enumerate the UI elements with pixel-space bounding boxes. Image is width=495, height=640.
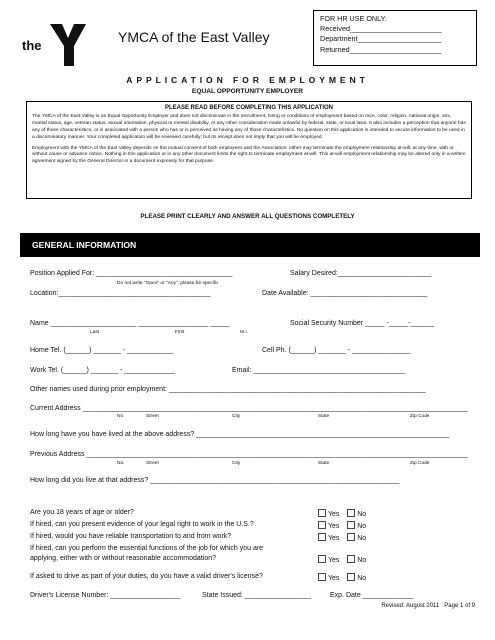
ymca-logo (20, 20, 100, 70)
age-yes-checkbox[interactable] (318, 509, 326, 517)
previous-address-state-label: State (318, 461, 330, 466)
question-transportation: If hired, would you have reliable transportation to and from work? (30, 533, 232, 540)
transportation-no-checkbox[interactable] (347, 533, 355, 541)
previous-address-street-label: Street (146, 461, 159, 466)
position-hint: Do not write "Open" or "Any", please be specific (117, 281, 219, 286)
yes-label: Yes (328, 523, 340, 530)
essential-functions-no-checkbox[interactable] (347, 555, 355, 563)
name-last-label: Last (90, 330, 100, 335)
ssn-field[interactable]: Social Security Number _____ -_____-______ (290, 320, 434, 327)
drivers-license-no-checkbox[interactable] (347, 573, 355, 581)
logo-text: the (22, 38, 42, 53)
date-available-field[interactable]: Date Available: ______________________________ (262, 290, 428, 297)
current-address-street-label: Street (146, 414, 159, 419)
yes-label: Yes (328, 535, 340, 542)
question-transportation-options (318, 533, 366, 542)
no-label: No (357, 575, 367, 582)
time-at-previous-address-field[interactable]: How long did you live at that address? ________________________________________________________________ (30, 477, 400, 484)
question-age: Are you 18 years of age or older? (30, 509, 134, 516)
cell-phone-field[interactable]: Cell Ph. (______) _______ - _______________ (262, 347, 411, 354)
question-essential-functions-line1: If hired, can you perform the essential functions of the job for which you are (30, 545, 264, 552)
page-number: Page 1 of 9 (444, 603, 475, 609)
page-subtitle: EQUAL OPPORTUNITY EMPLOYER (191, 88, 304, 95)
transportation-yes-checkbox[interactable] (318, 533, 326, 541)
print-instruction: PLEASE PRINT CLEARLY AND ANSWER ALL QUESTIONS COMPLETELY (140, 213, 355, 220)
question-age-options (318, 509, 366, 518)
salary-field[interactable]: Salary Desired:________________________ (290, 270, 432, 277)
hr-department[interactable]: Department_____________________ (320, 34, 442, 44)
legal-right-no-checkbox[interactable] (347, 521, 355, 529)
previous-address-no-label: No. (117, 461, 125, 466)
previous-address-field[interactable]: Previous Address __________________________________________________________________________________________________ (30, 451, 468, 458)
notice-paragraph-eeo: The YMCA of the East Valley is an Equal Opportunity Employer and does not discriminate in the recruitment, hiring or conditions of employment based on race, color, religion, national origin, sex, marital status, age, veteran status, sexual orientation, physical or mental disability, or any other consideration made unlawful by federal, state, or local laws. It also includes a perception that anyone has any of those characteristics, or is associated with a person who has or is perceived as having any of those characteristics. No question on this application is intended to secure information to be used in a discriminatory manner. Your completed application will be reviewed carefully; but its receipt does not imply that you will be employed. (32, 113, 466, 140)
legal-right-yes-checkbox[interactable] (318, 521, 326, 529)
hr-use-box (313, 10, 477, 66)
drivers-license-yes-checkbox[interactable] (318, 573, 326, 581)
yes-label: Yes (328, 511, 340, 518)
current-address-zip-label: Zip Code (410, 414, 430, 419)
current-address-field[interactable]: Current Address ___________________________________________________________________________________________________ (30, 405, 468, 412)
location-field[interactable]: Location:_______________________________________ (30, 290, 211, 297)
current-address-state-label: State (318, 414, 330, 419)
name-field[interactable]: Name ______________________ __________________ _____ (30, 320, 230, 327)
question-essential-functions-options (318, 555, 366, 564)
other-names-field[interactable]: Other names used during prior employment: __________________________________________________________________ (30, 386, 426, 393)
hr-returned[interactable]: Returned_______________________ (320, 44, 442, 54)
question-legal-right: If hired, can you present evidence of your legal right to work in the U.S.? (30, 521, 254, 528)
no-label: No (357, 557, 367, 564)
question-drivers-license: If asked to drive as part of your duties, do you have a valid driver's license? (30, 573, 263, 580)
yes-label: Yes (328, 575, 340, 582)
email-field[interactable]: Email: _______________________________________ (232, 367, 406, 374)
age-no-checkbox[interactable] (347, 509, 355, 517)
notice-paragraph-at-will: Employment with the YMCA of the East Valley depends on the mutual consent of both employees and the Association: either may terminate the employment relationship at-will, at any time, with or without cause or advance notice. Nothing in this application or in any other document limits the right to terminate employment at-will. This at-will employment relationship may be altered only in a written agreement signed by the General Director in a document expressly for that purpose. (32, 145, 466, 165)
question-legal-right-options (318, 521, 366, 530)
no-label: No (357, 535, 367, 542)
name-first-label: First (175, 330, 185, 335)
previous-address-city-label: City (232, 461, 241, 466)
section-general-information: GENERAL INFORMATION (20, 233, 480, 257)
name-mi-label: M.I. (240, 330, 248, 335)
previous-address-zip-label: Zip Code (410, 461, 430, 466)
no-label: No (357, 511, 367, 518)
hr-title: FOR HR USE ONLY: (320, 14, 387, 23)
license-number-field[interactable]: Driver's License Number: __________________ (30, 592, 181, 599)
revised-date: Revised: August 2011 (381, 603, 440, 609)
page-title: APPLICATION FOR EMPLOYMENT (126, 75, 369, 85)
yes-label: Yes (328, 557, 340, 564)
essential-functions-yes-checkbox[interactable] (318, 555, 326, 563)
position-field[interactable]: Position Applied For: ___________________________________ (30, 270, 233, 277)
no-label: No (357, 523, 367, 530)
question-drivers-license-options (318, 573, 366, 582)
time-at-current-address-field[interactable]: How long have you have lived at the above address? _________________________________________________________________ (30, 431, 450, 438)
home-tel-field[interactable]: Home Tel. (______) _______ - ____________ (30, 347, 174, 354)
current-address-no-label: No. (117, 414, 125, 419)
notice-heading: PLEASE READ BEFORE COMPLETING THIS APPLICATION (164, 105, 333, 111)
hr-received[interactable]: Received_______________________ (320, 24, 442, 34)
page-footer (381, 603, 475, 609)
license-exp-date-field[interactable]: Exp. Date _____________ (330, 592, 414, 599)
org-name: YMCA of the East Valley (118, 29, 270, 45)
license-state-field[interactable]: State Issued: _________________ (202, 592, 311, 599)
notice-box (26, 101, 472, 199)
question-essential-functions-line2: applying, either with or without reasonable accommodation? (30, 555, 216, 562)
work-tel-field[interactable]: Work Tel. (______) _______ - _____________ (30, 367, 175, 374)
current-address-city-label: City (232, 414, 241, 419)
